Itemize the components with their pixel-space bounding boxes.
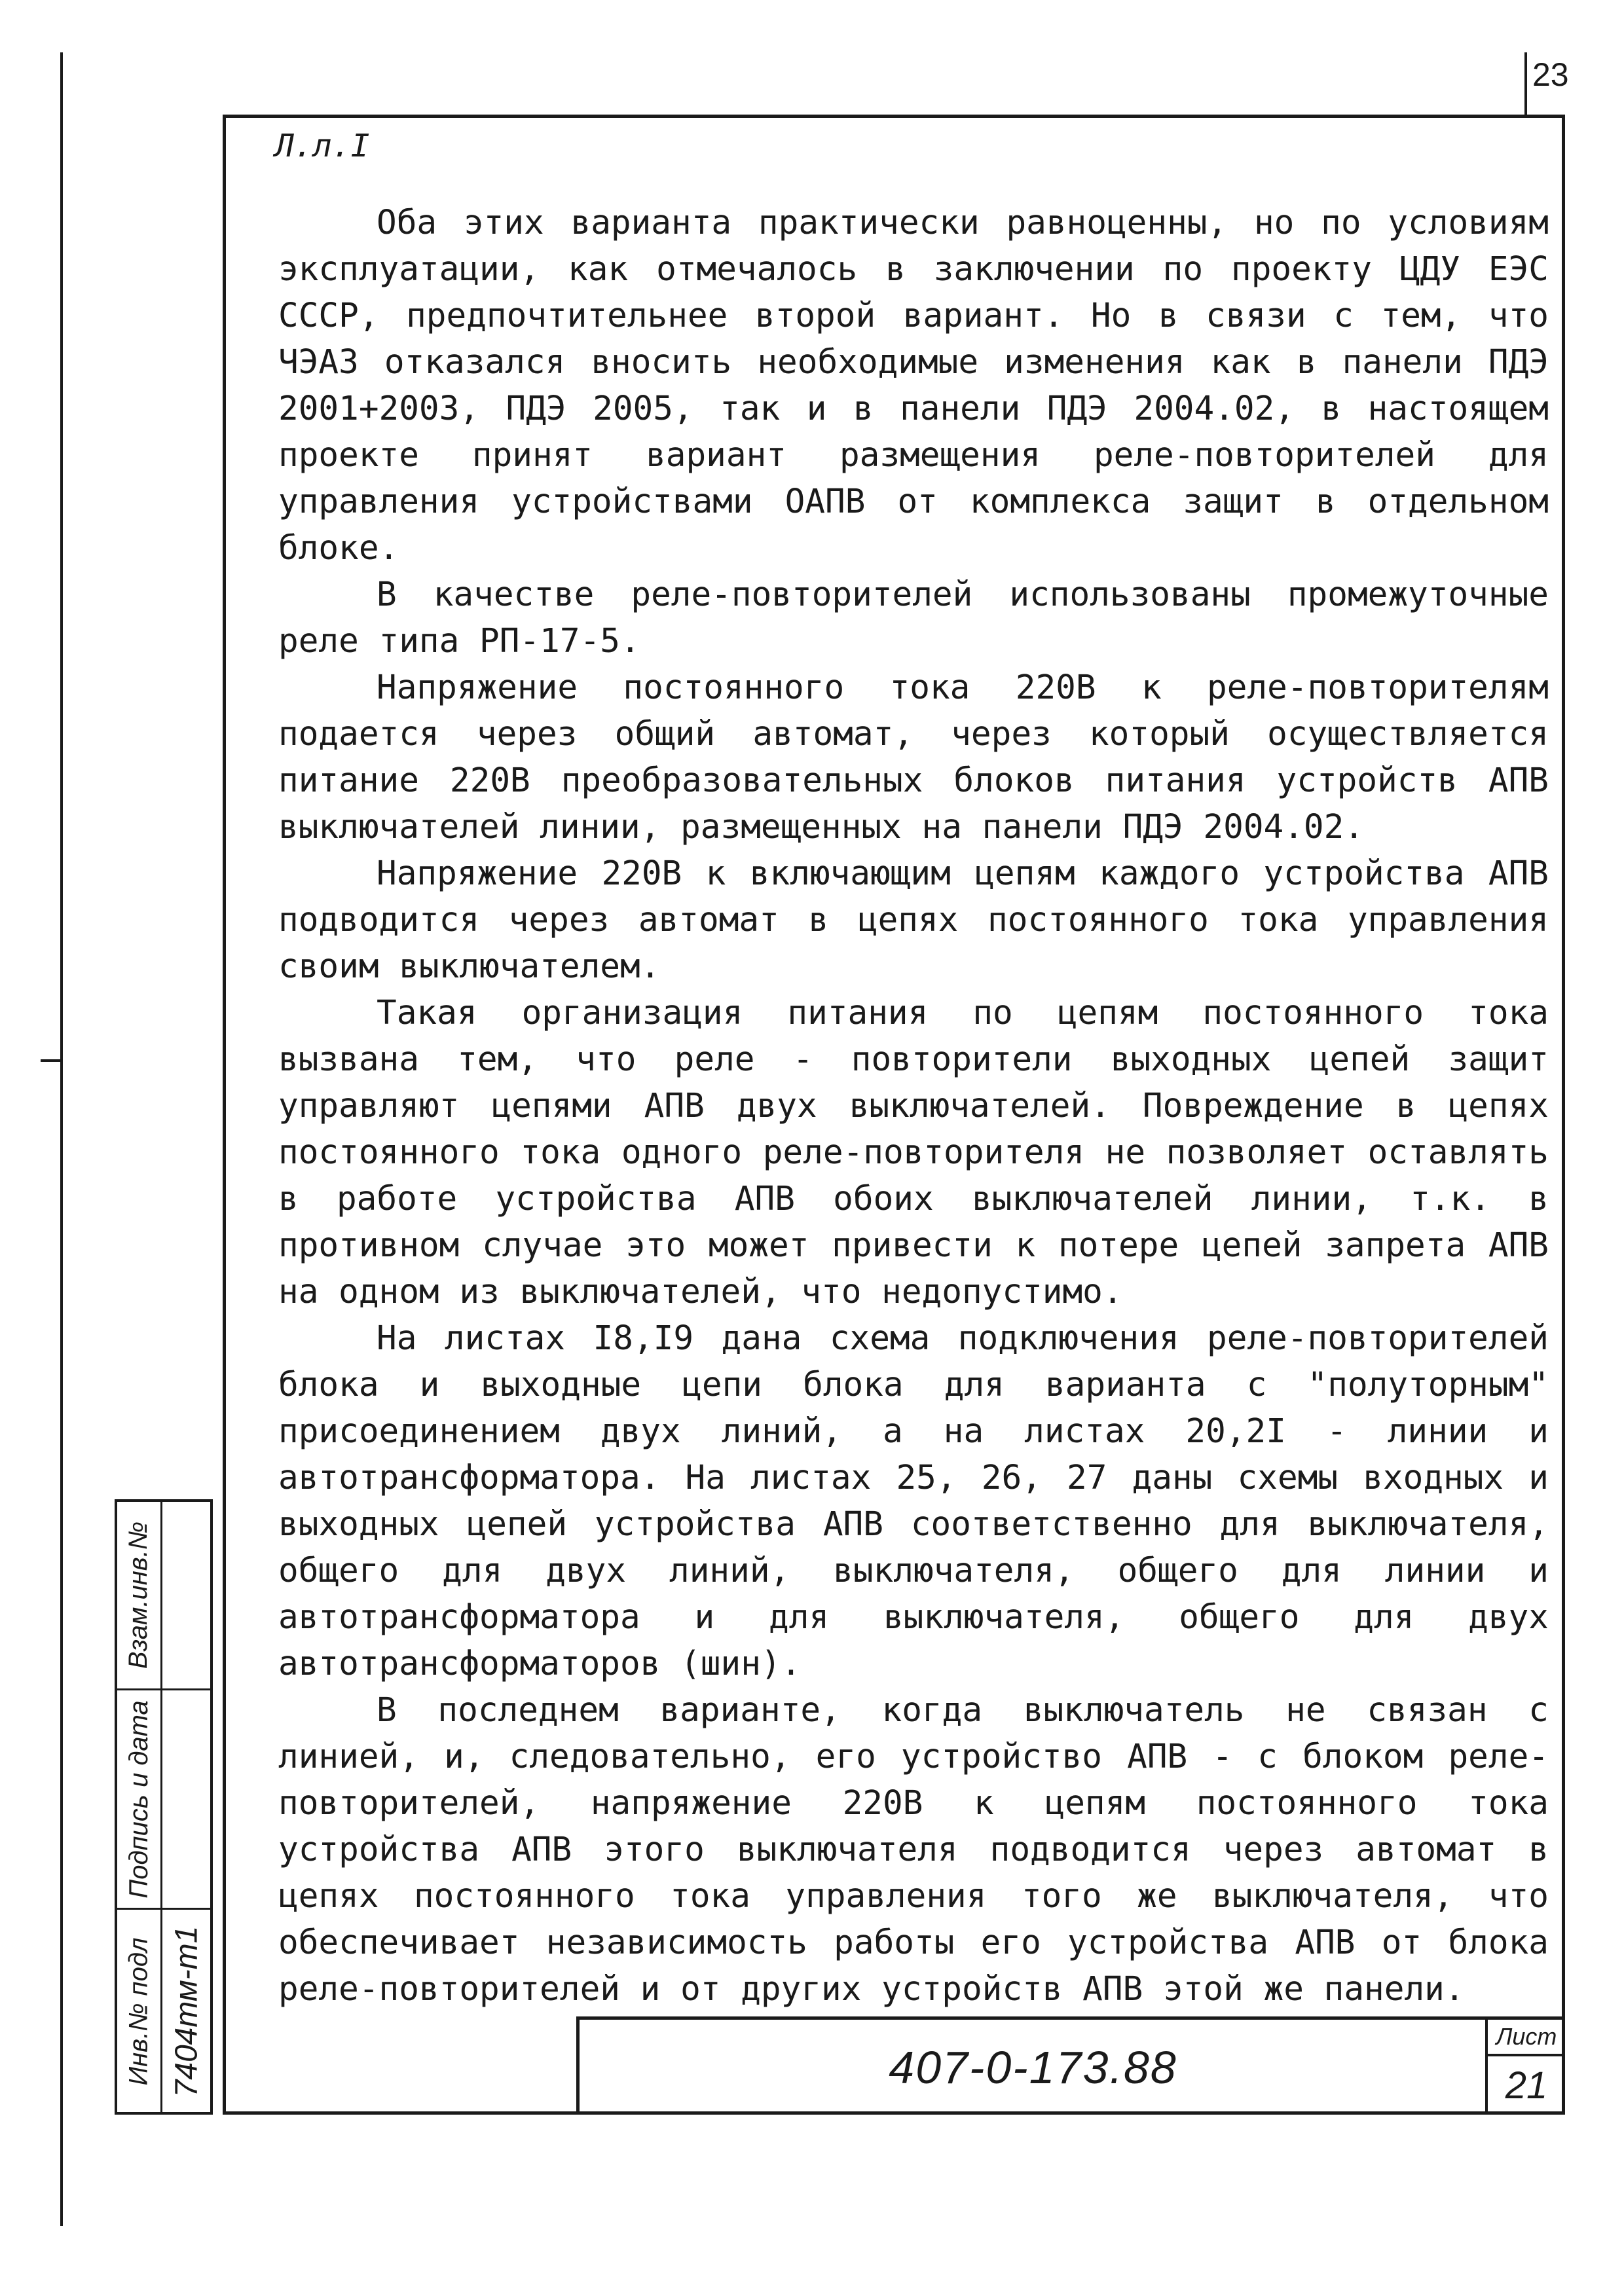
stamp-signature-cell [117, 1690, 160, 1908]
stamp-replace-label: Взам.инв.№ [124, 1521, 153, 1669]
paragraph: В последнем варианте, когда выключатель не связан с линией, и, следовательно, его устройство АПВ - с блоком реле-повторителей, напряжение 220В к цепям постоянного тока устройства АПВ этого выключателя подводится через автомат в цепях постоянного тока управления того же выключателя, что обеспечивает независимость работы его устройства АПВ от блока реле-повторителей и от других устройств АПВ этой же панели. [278, 1691, 1549, 2009]
stamp-inv-value: 7404тм-т1 [169, 1925, 204, 2097]
sheet-number: 21 [1505, 2064, 1548, 2107]
stamp-inv-label: Инв.№ подл [124, 1937, 153, 2085]
right-edge-line [1524, 52, 1527, 115]
title-block [576, 2016, 1565, 2115]
stamp-replace-cell [117, 1502, 160, 1688]
paragraph: На листах I8,I9 дана схема подключения реле-повторителей блока и выходные цепи блока для варианта с "полуторным" присоединением двух линий, а на листах 20,2I - линии и автотрансформатора. На листах 25, 26, 27 даны схемы входных и выходных цепей устройства АПВ соответственно для выключателя, общего для двух линий, выключателя, общего для линии и автотрансформатора и для выключателя, общего для двух автотрансформаторов (шин). [278, 1319, 1549, 1683]
document-code: 407-0-173.88 [889, 2041, 1177, 2093]
sheet-box [1485, 2020, 1565, 2115]
stamp-inv-cell [117, 1910, 160, 2113]
left-tick-mark [41, 1059, 62, 1062]
stamp-inv-value-cell [162, 1910, 210, 2113]
corner-mark: Л.л.I [275, 128, 370, 164]
paragraph: Напряжение постоянного тока 220В к реле-повторителям подается через общий автомат, через который осуществляется питание 220В преобразовательных блоков питания устройств АПВ выключателей линии, размещенных на панели ПДЭ 2004.02. [278, 668, 1549, 847]
paragraph: В качестве реле-повторителей использованы промежуточные реле типа РП-17-5. [278, 575, 1549, 661]
binding-stamp [115, 1499, 213, 2115]
body-text [278, 200, 1549, 2013]
paragraph: Такая организация питания по цепям постоянного тока вызвана тем, что реле - повторители выходных цепей защит управляют цепями АПВ двух выключателей. Повреждение в цепях постоянного тока одного реле-повторителя не позволяет оставлять в работе устройства АПВ обоих выключателей линии, т.к. в противном случае это может привести к потере цепей запрета АПВ на одном из выключателей, что недопустимо. [278, 994, 1549, 1311]
left-binding-line [60, 52, 63, 2226]
page-number: 23 [1532, 56, 1569, 93]
paragraph: Оба этих варианта практически равноценны, но по условиям эксплуатации, как отмечалось в заключении по проекту ЦДУ ЕЭС СССР, предпочтительнее второй вариант. Но в связи с тем, что ЧЭАЗ отказался вносить необходимые изменения как в панели ПДЭ 2001+2003, ПДЭ 2005, так и в панели ПДЭ 2004.02, в настоящем проекте принят вариант размещения реле-повторителей для управления устройствами ОАПВ от комплекса защит в отдельном блоке. [278, 204, 1549, 568]
stamp-signature-label: Подпись и дата [124, 1700, 153, 1899]
paragraph: Напряжение 220В к включающим цепям каждого устройства АПВ подводится через автомат в цепях постоянного тока управления своим выключателем. [278, 854, 1549, 986]
sheet-label: Лист [1488, 2020, 1565, 2056]
